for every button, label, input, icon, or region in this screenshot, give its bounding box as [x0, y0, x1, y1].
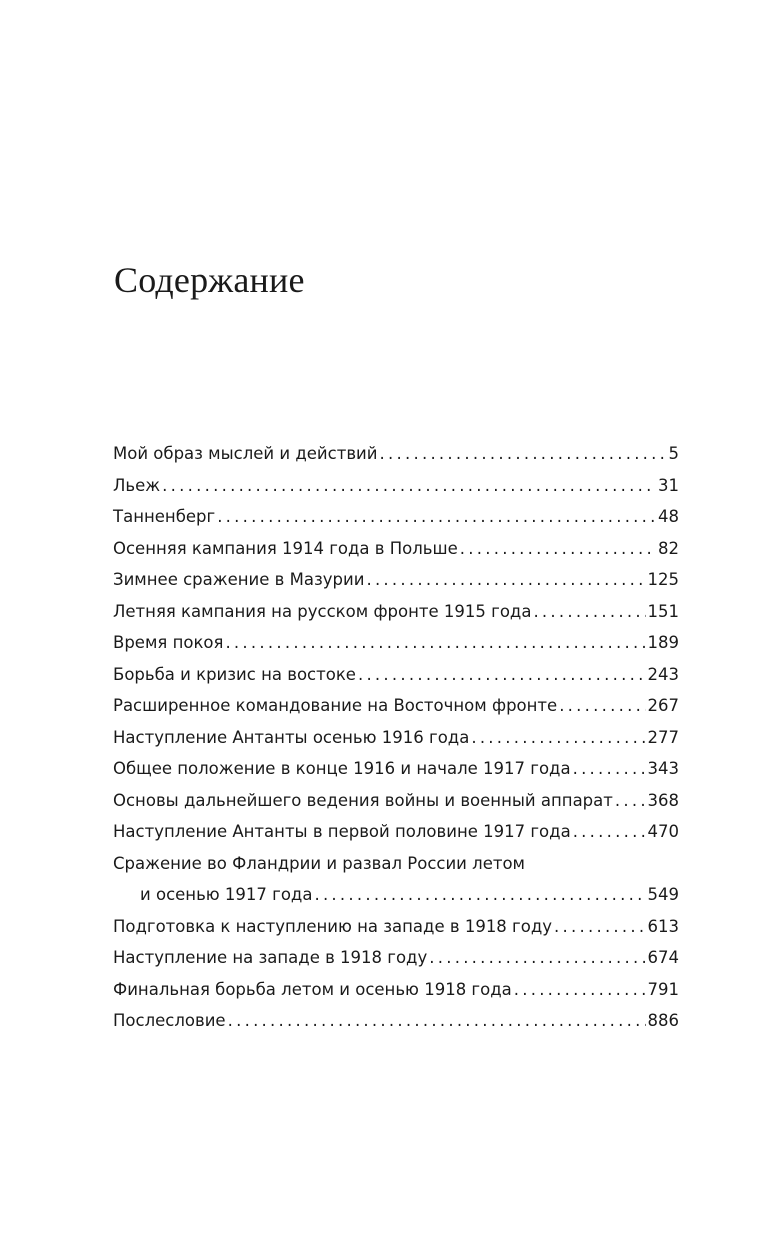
toc-entry-title-line1: Сражение во Фландрии и развал России летом — [113, 853, 526, 873]
dot-leader — [366, 564, 645, 596]
toc-entry-title-line2: и осенью 1917 года — [140, 885, 313, 904]
toc-entry-page: 5 — [668, 444, 679, 463]
toc-entry-title: Наступление Антанты в первой половине 1917 года — [113, 822, 571, 841]
toc-entry-page: 243 — [647, 664, 679, 684]
toc-entry-multiline[interactable] — [113, 848, 679, 880]
toc-entry[interactable] — [113, 438, 679, 470]
toc-entry-title: Наступление Антанты осенью 1916 года — [113, 727, 470, 747]
page-title: Содержание — [114, 260, 305, 300]
toc-entry[interactable] — [113, 911, 679, 943]
toc-entry-continuation[interactable] — [113, 879, 679, 911]
toc-entry-page: 549 — [647, 885, 679, 904]
dot-leader — [429, 942, 645, 974]
toc-entry-page: 343 — [647, 759, 679, 778]
toc-entry[interactable] — [113, 974, 679, 1006]
toc-entry-page: 125 — [647, 570, 679, 589]
toc-entry[interactable] — [113, 722, 679, 754]
dot-leader — [573, 753, 646, 785]
toc-entry-title: Основы дальнейшего ведения войны и военный аппарат — [113, 790, 613, 810]
dot-leader — [471, 722, 645, 754]
dot-leader — [380, 438, 667, 470]
toc-entry-page: 277 — [647, 727, 679, 747]
toc-entry[interactable] — [113, 942, 679, 974]
toc-entry-title: Общее положение в конце 1916 и начале 1917 года — [113, 759, 571, 778]
toc-entry[interactable] — [113, 470, 679, 502]
toc-entry-page: 613 — [647, 916, 679, 936]
dot-leader — [559, 690, 645, 722]
toc-entry-title: Танненберг — [113, 507, 216, 526]
toc-entry[interactable] — [113, 659, 679, 691]
toc-entry-title: Наступление на западе в 1918 году — [113, 948, 428, 967]
toc-entry-title: Летняя кампания на русском фронте 1915 года — [113, 601, 532, 621]
toc-entry[interactable] — [113, 816, 679, 848]
dot-leader — [573, 816, 646, 848]
dot-leader — [225, 627, 645, 659]
dot-leader — [228, 1005, 646, 1037]
dot-leader — [533, 596, 645, 628]
toc-entry-title: Подготовка к наступлению на западе в 1918 году — [113, 916, 552, 936]
dot-leader — [514, 974, 646, 1006]
toc-entry-page: 267 — [647, 696, 679, 715]
toc-entry[interactable] — [113, 1005, 679, 1037]
toc-entry-title: Борьба и кризис на востоке — [113, 664, 356, 684]
toc-entry-page: 886 — [647, 1011, 679, 1030]
table-of-contents — [113, 438, 679, 1037]
toc-entry-title: Льеж — [113, 475, 161, 495]
dot-leader — [358, 659, 646, 691]
toc-entry-title: Финальная борьба летом и осенью 1918 года — [113, 979, 512, 999]
toc-entry[interactable] — [113, 785, 679, 817]
toc-entry-page: 791 — [647, 979, 679, 999]
dot-leader — [217, 501, 656, 533]
toc-entry-page: 151 — [647, 601, 679, 621]
toc-entry-title: Мой образ мыслей и действий — [113, 444, 378, 463]
dot-leader — [314, 879, 645, 911]
toc-entry[interactable] — [113, 690, 679, 722]
dot-leader — [460, 533, 656, 565]
toc-entry[interactable] — [113, 533, 679, 565]
dot-leader — [162, 470, 656, 502]
toc-entry-page: 368 — [647, 790, 679, 810]
toc-entry[interactable] — [113, 627, 679, 659]
toc-entry-page: 82 — [658, 538, 679, 558]
toc-entry-title: Зимнее сражение в Мазурии — [113, 570, 365, 589]
dot-leader — [554, 911, 646, 943]
toc-entry-title: Расширенное командование на Восточном фронте — [113, 696, 558, 715]
toc-entry-page: 189 — [647, 633, 679, 652]
toc-entry-title: Послесловие — [113, 1011, 226, 1030]
toc-entry-page: 470 — [647, 822, 679, 841]
toc-entry[interactable] — [113, 501, 679, 533]
toc-entry-title: Время покоя — [113, 633, 224, 652]
toc-entry[interactable] — [113, 753, 679, 785]
toc-entry-page: 31 — [658, 475, 679, 495]
toc-entry-page: 48 — [658, 507, 679, 526]
toc-entry-page: 674 — [647, 948, 679, 967]
toc-entry[interactable] — [113, 596, 679, 628]
toc-entry-title: Осенняя кампания 1914 года в Польше — [113, 538, 458, 558]
toc-entry[interactable] — [113, 564, 679, 596]
dot-leader — [615, 785, 646, 817]
